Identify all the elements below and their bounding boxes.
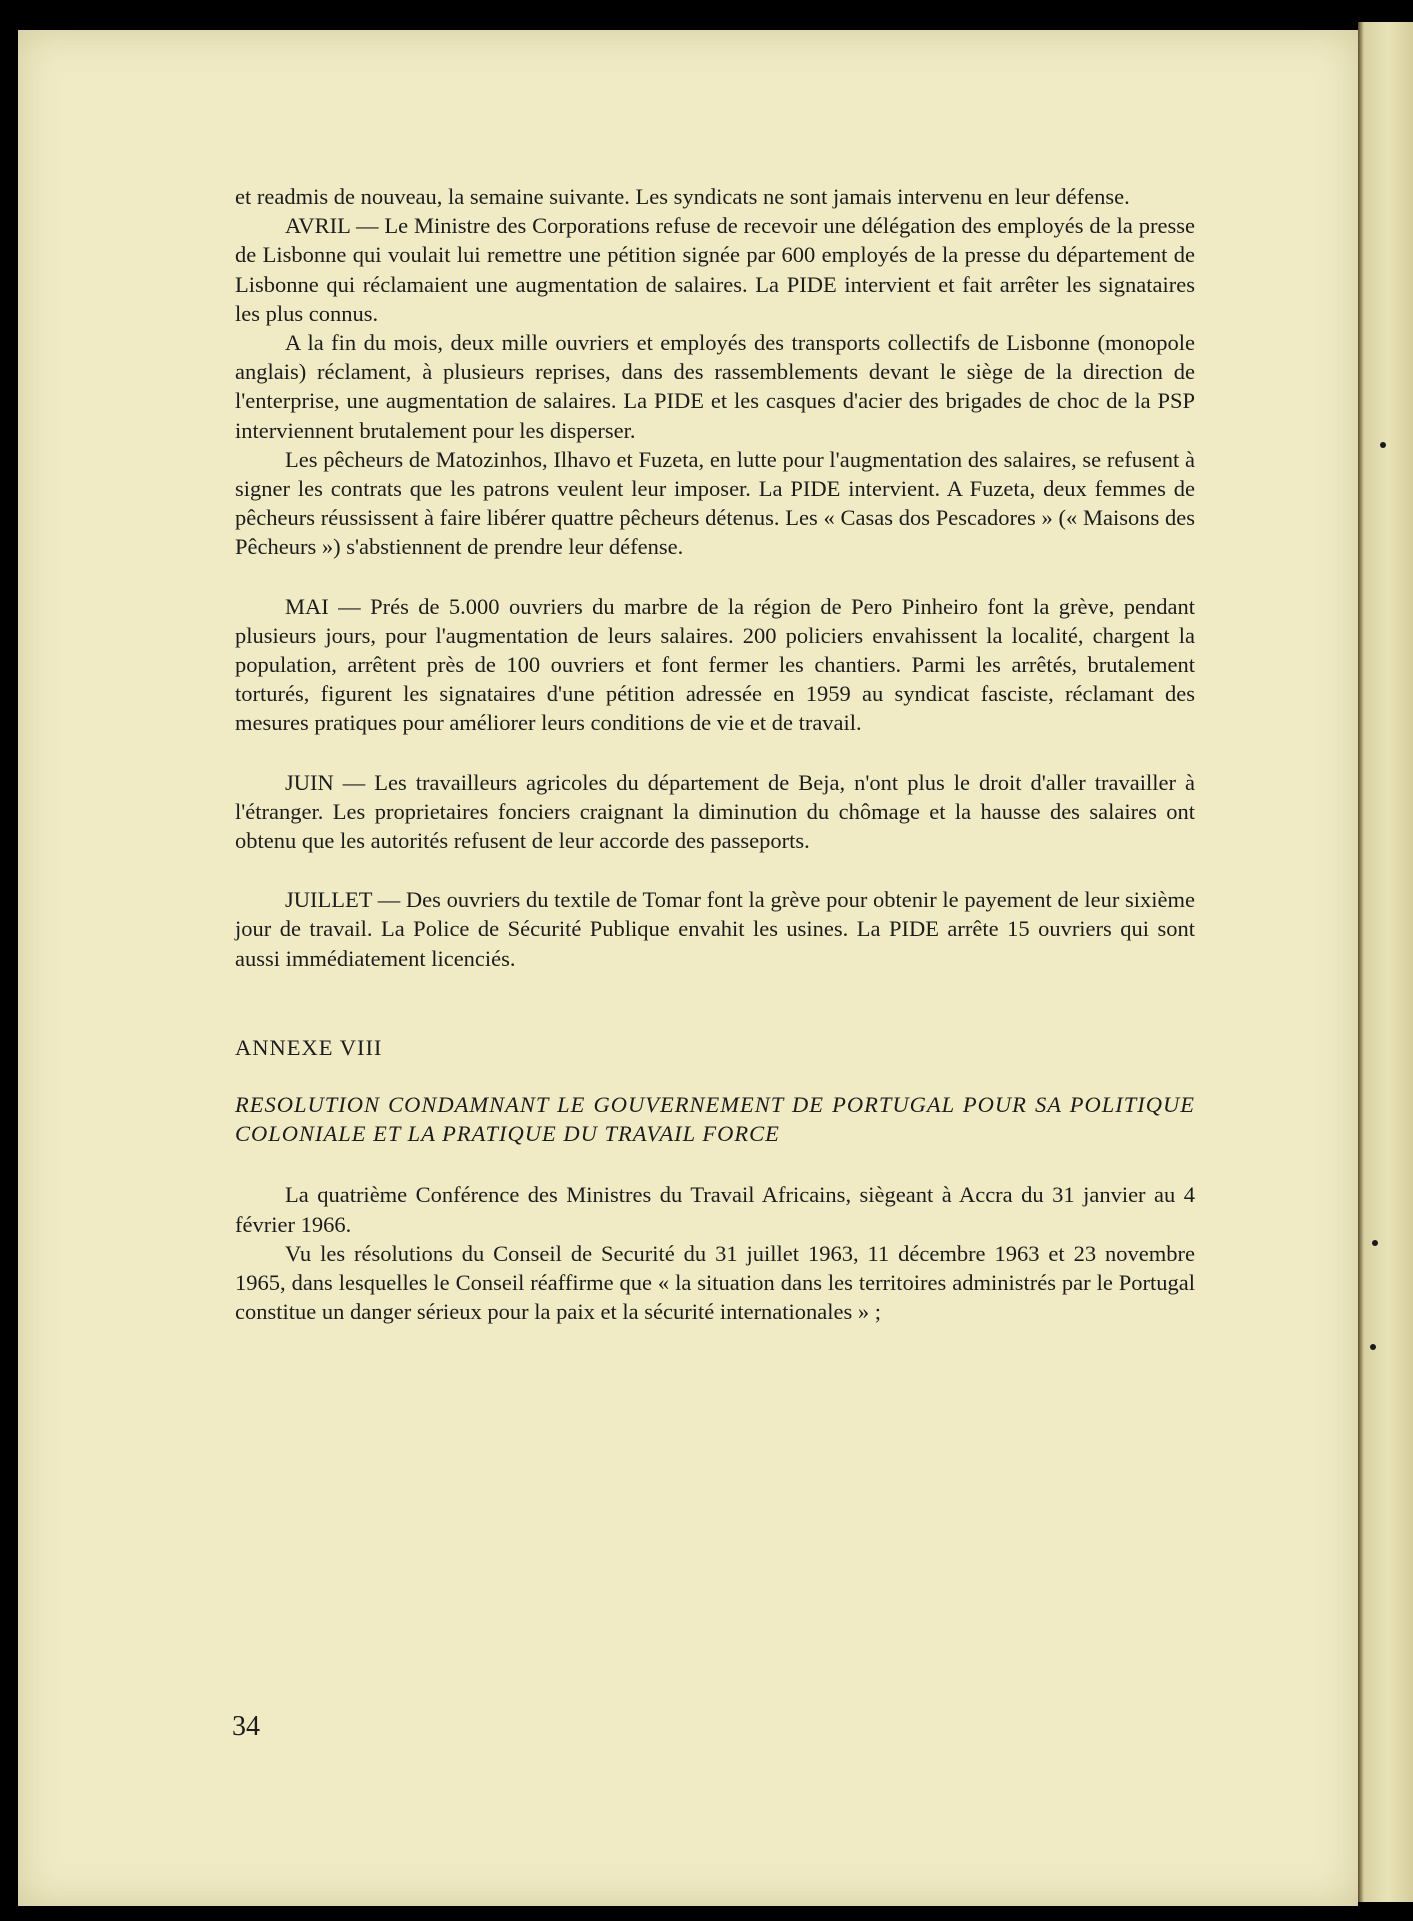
- resolution-paragraph: La quatrième Conférence des Ministres du Travail Africains, siègeant à Accra du 31 janvier au 4 février 1966.: [235, 1182, 1195, 1237]
- paragraph-avril: AVRIL — Le Ministre des Corporations refuse de recevoir une délégation des employés de la presse de Lisbonne qui voulait lui remettre une pétition signée par 600 employés de la presse du département de Lisbonne qui réclamaient une augmentation de salaires. La PIDE intervient et fait arrêter les signataires les plus connus.: [235, 213, 1195, 326]
- page-number: 34: [232, 1711, 260, 1742]
- binding-mark: [1370, 1344, 1376, 1350]
- document-body: [235, 182, 1195, 1327]
- binding-mark: [1380, 442, 1386, 448]
- binding-mark: [1372, 1240, 1378, 1246]
- paragraph: et readmis de nouveau, la semaine suivante. Les syndicats ne sont jamais intervenu en leur défense.: [235, 184, 1130, 209]
- paragraph-juin: JUIN — Les travailleurs agricoles du département de Beja, n'ont plus le droit d'aller travailler à l'étranger. Les proprietaires fonciers craignant la diminution du chômage et la hausse des salaires ont obtenu que les autorités refusent de leur accorde des passeports.: [235, 769, 1195, 854]
- paragraph-mai: MAI — Prés de 5.000 ouvriers du marbre de la région de Pero Pinheiro font la grève, pendant plusieurs jours, pour l'augmentation de leurs salaires. 200 policiers envahissent la localité, chargent la population, arrêtent près de 100 ouvriers et font fermer les chantiers. Parmi les arrêtés, brutalement torturés, figurent les signataires d'une pétition adressée en 1959 au syndicat fasciste, réclamant des mesures pratiques pour améliorer leurs conditions de vie et de travail.: [235, 593, 1195, 736]
- resolution-paragraph: Vu les résolutions du Conseil de Securité du 31 juillet 1963, 11 décembre 1963 et 23 novembre 1965, dans lesquelles le Conseil réaffirme que « la situation dans les territoires administrés par le Portugal constitue un danger sérieux pour la paix et la sécurité internationales » ;: [235, 1240, 1195, 1325]
- paragraph-juillet: JUILLET — Des ouvriers du textile de Tomar font la grève pour obtenir le payement de leur sixième jour de travail. La Police de Sécurité Publique envahit les usines. La PIDE arrête 15 ouvriers qui sont aussi immédiatement licenciés.: [235, 887, 1195, 971]
- adjacent-page-edge: [1358, 22, 1413, 1902]
- paragraph: Les pêcheurs de Matozinhos, Ilhavo et Fuzeta, en lutte pour l'augmentation des salaires, se refusent à signer les contrats que les patrons veulent leur imposer. La PIDE intervient. A Fuzeta, deux femmes de pêcheurs réussissent à faire libérer quattre pêcheurs détenus. Les « Casas dos Pescadores » (« Maisons des Pêcheurs ») s'abstiennent de prendre leur défense.: [235, 446, 1195, 560]
- resolution-title: RESOLUTION CONDAMNANT LE GOUVERNEMENT DE PORTUGAL POUR SA POLITIQUE COLONIALE ET LA PRATIQUE DU TRAVAIL FORCE: [235, 1092, 1195, 1147]
- paragraph: A la fin du mois, deux mille ouvriers et employés des transports collectifs de Lisbonne (monopole anglais) réclament, à plusieurs reprises, dans des rassemblements devant le siège de la direction de l'enterprise, une augmentation de salaires. La PIDE et les casques d'acier des brigades de choc de la PSP interviennent brutalement pour les disperser.: [235, 330, 1195, 443]
- annex-heading: ANNEXE VIII: [235, 1034, 383, 1060]
